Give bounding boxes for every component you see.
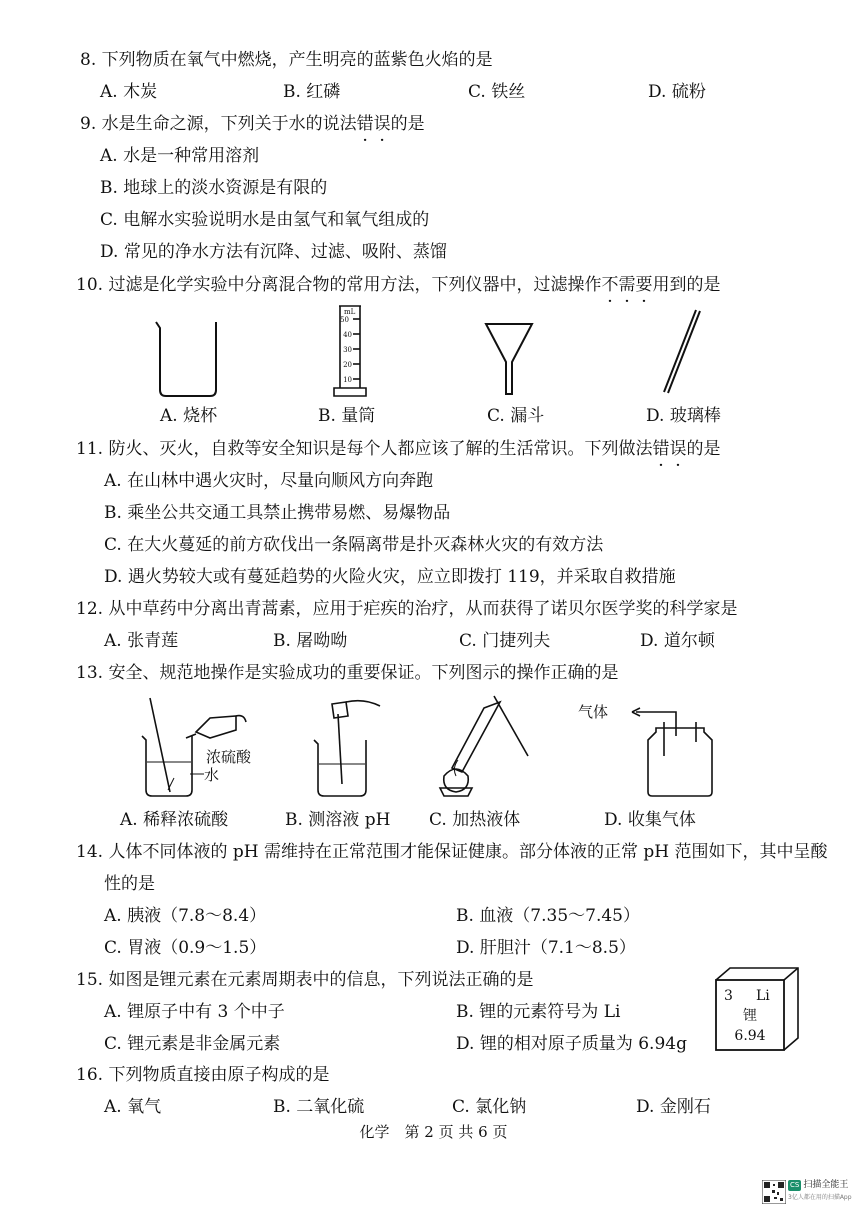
q13-operation-figures <box>0 692 867 804</box>
q13-option-d: D. 收集气体 <box>604 810 696 830</box>
question-14-stem: 14. 人体不同体液的 pH 需维持在正常范围才能保证健康。部分体液的正常 pH 范围如下，其中呈酸 <box>76 842 828 862</box>
element-atomic-mass: 6.94 <box>734 1028 766 1044</box>
emphasis-char: 错 <box>356 114 374 134</box>
q13-option-a: A. 稀释浓硫酸 <box>120 810 229 830</box>
q11-option-d: D. 遇火势较大或有蔓延趋势的火险火灾，应立即拨打 119，并采取自救措施 <box>104 567 676 587</box>
scanner-app-subtitle: 3亿人都在用的扫描App <box>788 1194 852 1201</box>
q8-option-a: A. 木炭 <box>100 82 158 102</box>
q12-option-c: C. 门捷列夫 <box>459 631 551 651</box>
gas-collection-figure-icon <box>632 708 712 796</box>
cylinder-tick-label: 30 <box>343 346 352 354</box>
q15-option-a: A. 锂原子中有 3 个中子 <box>104 1002 285 1022</box>
q14-option-c: C. 胃液（0.9～1.5） <box>104 938 267 958</box>
q10-option-d: D. 玻璃棒 <box>646 406 721 426</box>
cylinder-unit-label: mL <box>344 308 356 316</box>
emphasis-char: 误 <box>373 114 391 134</box>
question-16-stem: 16. 下列物质直接由原子构成的是 <box>76 1065 330 1085</box>
heating-liquid-figure-icon <box>440 696 528 796</box>
q9-option-d: D. 常见的净水方法有沉降、过滤、吸附、蒸馏 <box>100 242 447 262</box>
ph-test-figure-icon <box>314 701 380 796</box>
q10-option-a: A. 烧杯 <box>160 406 218 426</box>
q11-option-c: C. 在大火蔓延的前方砍伐出一条隔离带是扑灭森林火灾的有效方法 <box>104 535 604 555</box>
cylinder-tick-label: 20 <box>343 361 352 369</box>
emphasis-char: 要 <box>635 275 653 295</box>
cylinder-tick-label: 50 <box>340 316 349 324</box>
q14-option-a: A. 胰液（7.8～8.4） <box>104 906 267 926</box>
q14-option-b: B. 血液（7.35～7.45） <box>456 906 641 926</box>
q15-option-c: C. 锂元素是非金属元素 <box>104 1034 281 1054</box>
question-12-stem: 12. 从中草药中分离出青蒿素，应用于疟疾的治疗，从而获得了诺贝尔医学奖的科学家是 <box>76 599 738 619</box>
q10-option-b: B. 量筒 <box>318 406 376 426</box>
element-symbol: Li <box>756 988 770 1004</box>
emphasis-char: 误 <box>669 439 687 459</box>
funnel-icon <box>486 324 532 394</box>
question-10-stem: 10. 过滤是化学实验中分离混合物的常用方法，下列仪器中，过滤操作不需要用到的是 <box>76 275 721 295</box>
label-water: 水 <box>204 766 220 784</box>
question-14-stem-cont: 性的是 <box>104 874 155 894</box>
q16-option-c: C. 氯化钠 <box>452 1097 527 1117</box>
cylinder-tick-label: 40 <box>343 331 352 339</box>
q9-option-a: A. 水是一种常用溶剂 <box>100 146 260 166</box>
scanner-app-title: CS 扫描全能王 <box>790 1180 849 1190</box>
q12-option-a: A. 张青莲 <box>104 631 179 651</box>
qr-code-icon <box>762 1180 786 1204</box>
element-name: 锂 <box>743 1008 757 1024</box>
cylinder-tick-label: 10 <box>343 376 352 384</box>
q8-option-c: C. 铁丝 <box>468 82 526 102</box>
beaker-icon <box>156 322 216 396</box>
question-15-stem: 15. 如图是锂元素在元素周期表中的信息，下列说法正确的是 <box>76 970 534 990</box>
q11-option-b: B. 乘坐公共交通工具禁止携带易燃、易爆物品 <box>104 503 451 523</box>
q12-option-d: D. 道尔顿 <box>640 631 715 651</box>
q9-option-c: C. 电解水实验说明水是由氢气和氧气组成的 <box>100 210 430 230</box>
q10-apparatus-figures <box>0 300 867 405</box>
scanner-badge-icon: CS <box>790 1181 800 1189</box>
q8-option-b: B. 红磷 <box>283 82 341 102</box>
q15-option-b: B. 锂的元素符号为 Li <box>456 1002 621 1022</box>
q10-option-c: C. 漏斗 <box>487 406 545 426</box>
emphasis-char: 不 <box>601 275 619 295</box>
q12-option-b: B. 屠呦呦 <box>273 631 348 651</box>
q9-option-b: B. 地球上的淡水资源是有限的 <box>100 178 328 198</box>
q16-option-b: B. 二氧化硫 <box>273 1097 365 1117</box>
q16-option-a: A. 氧气 <box>104 1097 162 1117</box>
q14-option-d: D. 肝胆汁（7.1～8.5） <box>456 938 636 958</box>
label-concentrated-sulfuric-acid: 浓硫酸 <box>206 748 252 766</box>
scanner-watermark <box>760 1178 860 1214</box>
emphasis-char: 需 <box>618 275 636 295</box>
q16-option-d: D. 金刚石 <box>636 1097 711 1117</box>
glass-rod-icon <box>664 310 700 393</box>
label-gas: 气体 <box>578 703 609 721</box>
question-8-stem: 8. 下列物质在氧气中燃烧，产生明亮的蓝紫色火焰的是 <box>80 50 493 70</box>
emphasis-char: 错 <box>652 439 670 459</box>
lithium-element-card <box>712 964 804 1054</box>
q13-option-c: C. 加热液体 <box>429 810 521 830</box>
q8-option-d: D. 硫粉 <box>648 82 706 102</box>
question-13-stem: 13. 安全、规范地操作是实验成功的重要保证。下列图示的操作正确的是 <box>76 663 619 683</box>
element-atomic-number: 3 <box>724 988 733 1004</box>
q13-option-b: B. 测溶液 pH <box>285 810 391 830</box>
question-9-stem: 9. 水是生命之源，下列关于水的说法错误的是 <box>80 114 425 134</box>
page-footer: 化学 第 2 页 共 6 页 <box>359 1123 508 1141</box>
question-11-stem: 11. 防火、灭火，自救等安全知识是每个人都应该了解的生活常识。下列做法错误的是 <box>76 439 721 459</box>
dilution-figure-icon <box>142 698 246 796</box>
q11-option-a: A. 在山林中遇火灾时，尽量向顺风方向奔跑 <box>104 471 434 491</box>
q15-option-d: D. 锂的相对原子质量为 6.94g <box>456 1034 687 1054</box>
